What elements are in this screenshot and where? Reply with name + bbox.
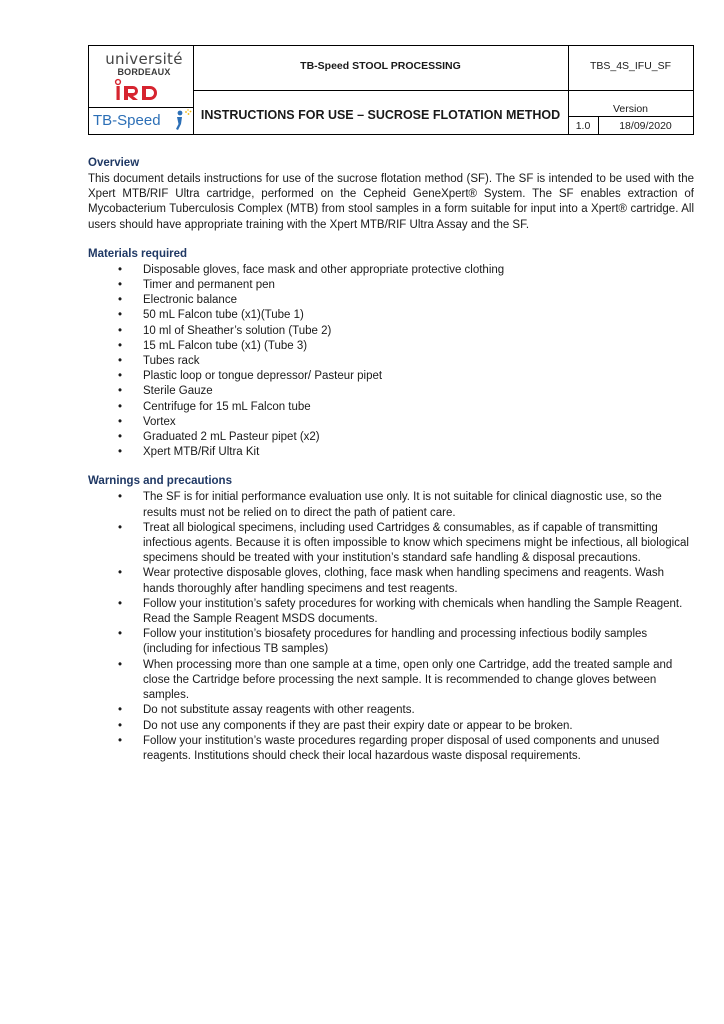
list-item-text: Do not use any components if they are past their expiry date or appear to be broken.: [143, 719, 573, 732]
bullet-icon: •: [118, 628, 123, 641]
bullet-icon: •: [118, 355, 123, 368]
list-item-text: Disposable gloves, face mask and other appropriate protective clothing: [143, 263, 505, 276]
university-bordeaux-logo: [103, 52, 185, 77]
bullet-icon: •: [118, 309, 123, 322]
list-item: [88, 566, 694, 596]
list-item-text: Do not substitute assay reagents with other reagents.: [143, 704, 415, 717]
ird-logo-icon: [112, 78, 172, 102]
header-title-bottom: INSTRUCTIONS FOR USE – SUCROSE FLOTATION METHOD: [200, 108, 561, 122]
header-divider: [568, 116, 693, 117]
list-item: [88, 278, 694, 293]
bullet-icon: •: [118, 431, 123, 444]
materials-heading: Materials required: [88, 247, 188, 260]
list-item-text: 50 mL Falcon tube (x1)(Tube 1): [143, 309, 304, 322]
bullet-icon: •: [118, 415, 123, 428]
list-item-text: 15 mL Falcon tube (x1) (Tube 3): [143, 339, 308, 352]
overview-heading: Overview: [88, 157, 140, 169]
list-item-text: Follow your institution’s biosafety procedures for handling and processing infectious bodily samples (including for infectious TB samples): [143, 628, 648, 656]
list-item: [88, 597, 694, 627]
bullet-icon: •: [118, 294, 123, 307]
bullet-icon: •: [118, 324, 123, 337]
list-item: [88, 293, 694, 308]
logo-university-text: université: [105, 50, 183, 68]
list-item: [88, 734, 694, 764]
bullet-icon: •: [118, 400, 123, 413]
header-divider: [193, 90, 693, 91]
materials-section: [88, 247, 694, 461]
list-item-text: 10 ml of Sheather’s solution (Tube 2): [143, 324, 332, 337]
document-body: [88, 156, 694, 764]
bullet-icon: •: [118, 734, 123, 747]
bullet-icon: •: [118, 658, 123, 671]
list-item-text: Sterile Gauze: [143, 385, 213, 398]
bullet-icon: •: [118, 491, 123, 504]
list-item-text: The SF is for initial performance evaluation use only. It is not suitable for clinical diagnostic use, so the results must not be relied on to direct the path of patient care.: [143, 491, 662, 519]
list-item: [88, 430, 694, 445]
warnings-list: [88, 490, 694, 764]
list-item-text: Tubes rack: [143, 355, 200, 368]
list-item-text: Graduated 2 mL Pasteur pipet (x2): [143, 431, 320, 444]
header-title-top: TB-Speed STOOL PROCESSING: [300, 60, 461, 72]
list-item: [88, 415, 694, 430]
materials-list: [88, 263, 694, 461]
list-item-text: Follow your institution’s safety procedures for working with chemicals when handling the Sample Reagent. Read the Sample Reagent MSDS documents.: [143, 597, 683, 626]
document-header-table: [88, 45, 694, 135]
list-item: [88, 658, 694, 704]
version-date: 18/09/2020: [619, 120, 672, 132]
bullet-icon: •: [118, 339, 123, 352]
list-item: [88, 339, 694, 354]
bullet-icon: •: [118, 263, 123, 276]
overview-section: [88, 156, 694, 233]
list-item-text: Wear protective disposable gloves, clothing, face mask when handling specimens and reagents. Wash hands thoroughly after handling specimens and test reagents.: [143, 567, 664, 595]
document-code: TBS_4S_IFU_SF: [589, 60, 672, 72]
list-item: [88, 369, 694, 384]
list-item-text: Centrifuge for 15 mL Falcon tube: [143, 400, 311, 413]
bullet-icon: •: [118, 370, 123, 383]
list-item-text: Electronic balance: [143, 294, 237, 307]
bullet-icon: •: [118, 279, 123, 292]
list-item: [88, 324, 694, 339]
list-item: [88, 521, 694, 567]
list-item: [88, 445, 694, 460]
list-item-text: Timer and permanent pen: [143, 279, 275, 292]
logo-bordeaux-text: BORDEAUX: [117, 67, 171, 77]
bullet-icon: •: [118, 719, 123, 732]
bullet-icon: •: [118, 446, 123, 459]
list-item: [88, 384, 694, 399]
list-item-text: When processing more than one sample at a time, open only one Cartridge, add the treated sample and close the Cartridge before processing the next sample. It is recommended to change gloves between samples.: [143, 658, 673, 702]
list-item-text: Plastic loop or tongue depressor/ Pasteur pipet: [143, 370, 383, 383]
list-item: [88, 719, 694, 734]
tbspeed-logo-text: TB-Speed: [93, 112, 161, 129]
list-item: [88, 308, 694, 323]
list-item: [88, 354, 694, 369]
tbspeed-runner-icon: [171, 109, 193, 131]
bullet-icon: •: [118, 385, 123, 398]
warnings-heading: Warnings and precautions: [88, 475, 232, 488]
bullet-icon: •: [118, 597, 123, 610]
list-item: [88, 703, 694, 718]
list-item: [88, 490, 694, 520]
logo-cell: [89, 46, 193, 134]
list-item-text: Treat all biological specimens, including used Cartridges & consumables, as if capable of transmitting infectious agents. Because it is often impossible to know which specimens might be infectious, all biological specimens should be treated with your institution’s standard safe handling & disposal precautions.: [143, 521, 689, 565]
bullet-icon: •: [118, 567, 123, 580]
bullet-icon: •: [118, 521, 123, 534]
overview-paragraph: This document details instructions for use of the sucrose flotation method (SF). The SF is intended to be used with the Xpert MTB/RIF Ultra cartridge, performed on the Cepheid GeneXpert® System. The SF enables extraction of Mycobacterium Tuberculosis Complex (MTB) from stool samples in a form suitable for input into a Xpert® cartridge. All users should have appropriate training with the Xpert MTB/RIF Ultra Assay and the SF.: [88, 173, 694, 231]
version-label: Version: [612, 103, 649, 115]
version-number: 1.0: [575, 120, 591, 132]
bullet-icon: •: [118, 704, 123, 717]
list-item-text: Follow your institution’s waste procedures regarding proper disposal of used components and unused reagents. Institutions should check their local hazardous waste disposal requirements.: [143, 734, 660, 762]
list-item: [88, 400, 694, 415]
list-item: [88, 263, 694, 278]
list-item-text: Xpert MTB/Rif Ultra Kit: [143, 446, 260, 459]
warnings-section: [88, 474, 694, 764]
list-item: [88, 627, 694, 657]
list-item-text: Vortex: [143, 415, 176, 428]
